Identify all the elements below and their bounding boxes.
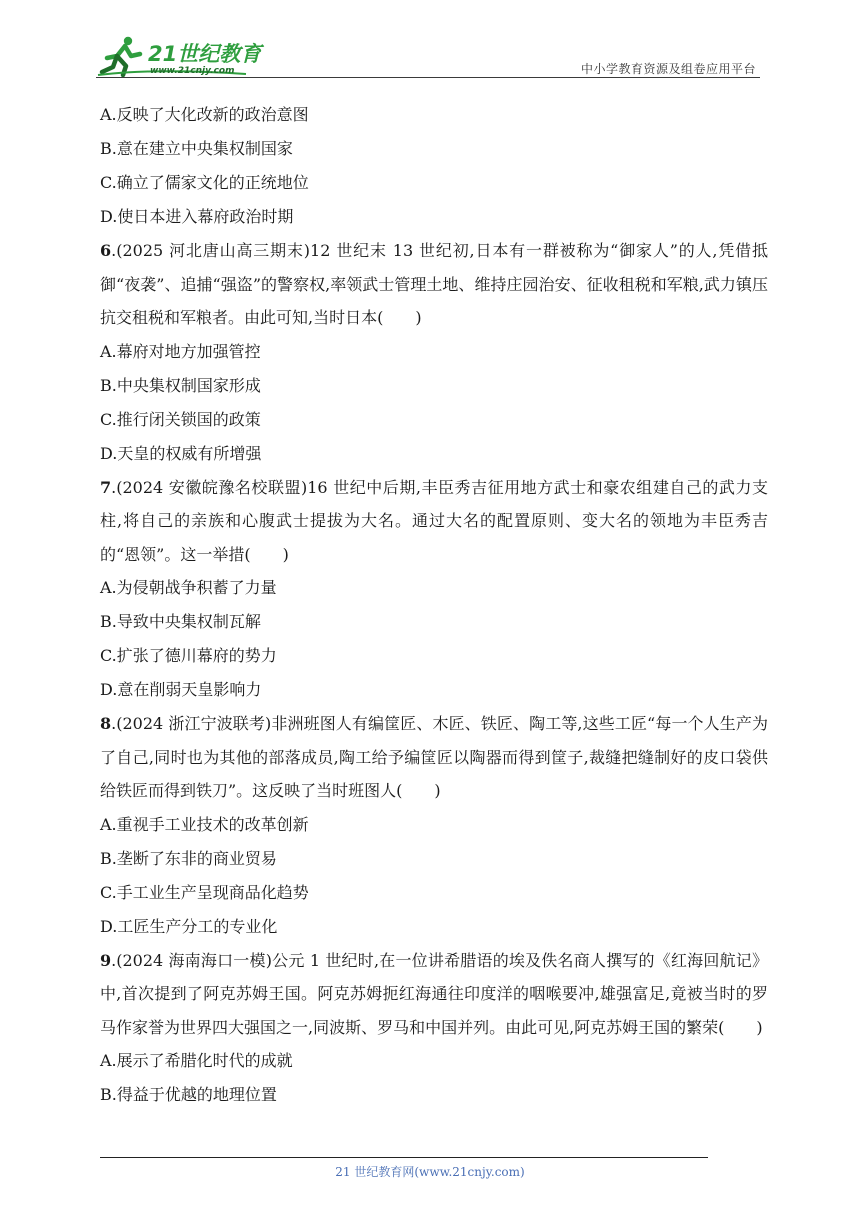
option-d: D.使日本进入幕府政治时期 <box>100 207 294 226</box>
option-a: A.重视手工业技术的改革创新 <box>100 814 309 834</box>
logo-21cnjy <box>96 34 266 78</box>
question-text: .(2024 安徽皖豫名校联盟)16 世纪中后期,丰臣秀吉征用地方武士和豪农组建自己的武力支柱,将自己的亲族和心腹武士提拔为大名。通过大名的配置原则、变大名的领地为丰臣秀吉的“恩领”。这一举措( ) <box>100 477 768 564</box>
question-stem <box>100 234 768 335</box>
platform-tagline: 中小学教育资源及组卷应用平台 <box>580 62 756 76</box>
question-text: .(2025 河北唐山高三期末)12 世纪末 13 世纪初,日本有一群被称为“御家人”的人,凭借抵御“夜袭”、追捕“强盗”的警察权,率领武士管理土地、维持庄园治安、征收租税和军粮,武力镇压抗交租税和军粮者。由此可知,当时日本( ) <box>100 241 768 327</box>
option-c: C.手工业生产呈现商品化趋势 <box>100 882 309 902</box>
question-7 <box>100 471 768 708</box>
option-b: B.中央集权制国家形成 <box>100 375 261 395</box>
page-header <box>96 34 760 78</box>
header-divider <box>96 77 760 78</box>
option-d: D.工匠生产分工的专业化 <box>100 916 278 936</box>
option-a: A.为侵朝战争积蓄了力量 <box>100 578 277 597</box>
option-a: A.幕府对地方加强管控 <box>100 341 261 361</box>
question-stem <box>100 471 768 572</box>
option-a: A.反映了大化改新的政治意图 <box>100 105 309 124</box>
question-6 <box>100 234 768 471</box>
footer-link[interactable]: 21 世纪教育网(www.21cnjy.com) <box>335 1165 525 1179</box>
question-number: 8 <box>100 714 112 733</box>
question-8 <box>100 707 768 944</box>
option-c: C.确立了儒家文化的正统地位 <box>100 173 309 192</box>
question-9 <box>100 944 768 1113</box>
question-stem <box>100 944 768 1045</box>
prev-question-options <box>100 98 768 234</box>
logo-title: 21世纪教育 <box>148 42 262 66</box>
question-content <box>100 98 768 1112</box>
option-a: A.展示了希腊化时代的成就 <box>100 1051 293 1070</box>
option-d: D.意在削弱天皇影响力 <box>100 680 262 699</box>
option-c: C.推行闭关锁国的政策 <box>100 409 261 429</box>
logo-url: www.21cnjy.com <box>150 66 235 76</box>
option-b: B.意在建立中央集权制国家 <box>100 139 293 158</box>
question-number: 9 <box>100 950 112 970</box>
option-d: D.天皇的权威有所增强 <box>100 443 262 463</box>
question-text: .(2024 浙江宁波联考)非洲班图人有编筐匠、木匠、铁匠、陶工等,这些工匠“每一个人生产为了自己,同时也为其他的部落成员,陶工给予编筐匠以陶器而得到筐子,裁缝把缝制好的皮口袋供给铁匠而得到铁刀”。这反映了当时班图人( ) <box>100 714 768 800</box>
question-text: .(2024 海南海口一模)公元 1 世纪时,在一位讲希腊语的埃及佚名商人撰写的《红海回航记》中,首次提到了阿克苏姆王国。阿克苏姆扼红海通往印度洋的咽喉要冲,雄强富足,竟被当时的罗马作家誉为世界四大强国之一,同波斯、罗马和中国并列。由此可见,阿克苏姆王国的繁荣( ) <box>100 950 768 1037</box>
question-number: 6 <box>100 241 112 260</box>
option-b: B.垄断了东非的商业贸易 <box>100 848 277 868</box>
question-stem <box>100 707 768 808</box>
footer-divider <box>100 1157 708 1158</box>
question-number: 7 <box>100 477 112 497</box>
option-c: C.扩张了德川幕府的势力 <box>100 646 277 665</box>
option-b: B.导致中央集权制瓦解 <box>100 612 261 631</box>
option-b: B.得益于优越的地理位置 <box>100 1085 277 1104</box>
